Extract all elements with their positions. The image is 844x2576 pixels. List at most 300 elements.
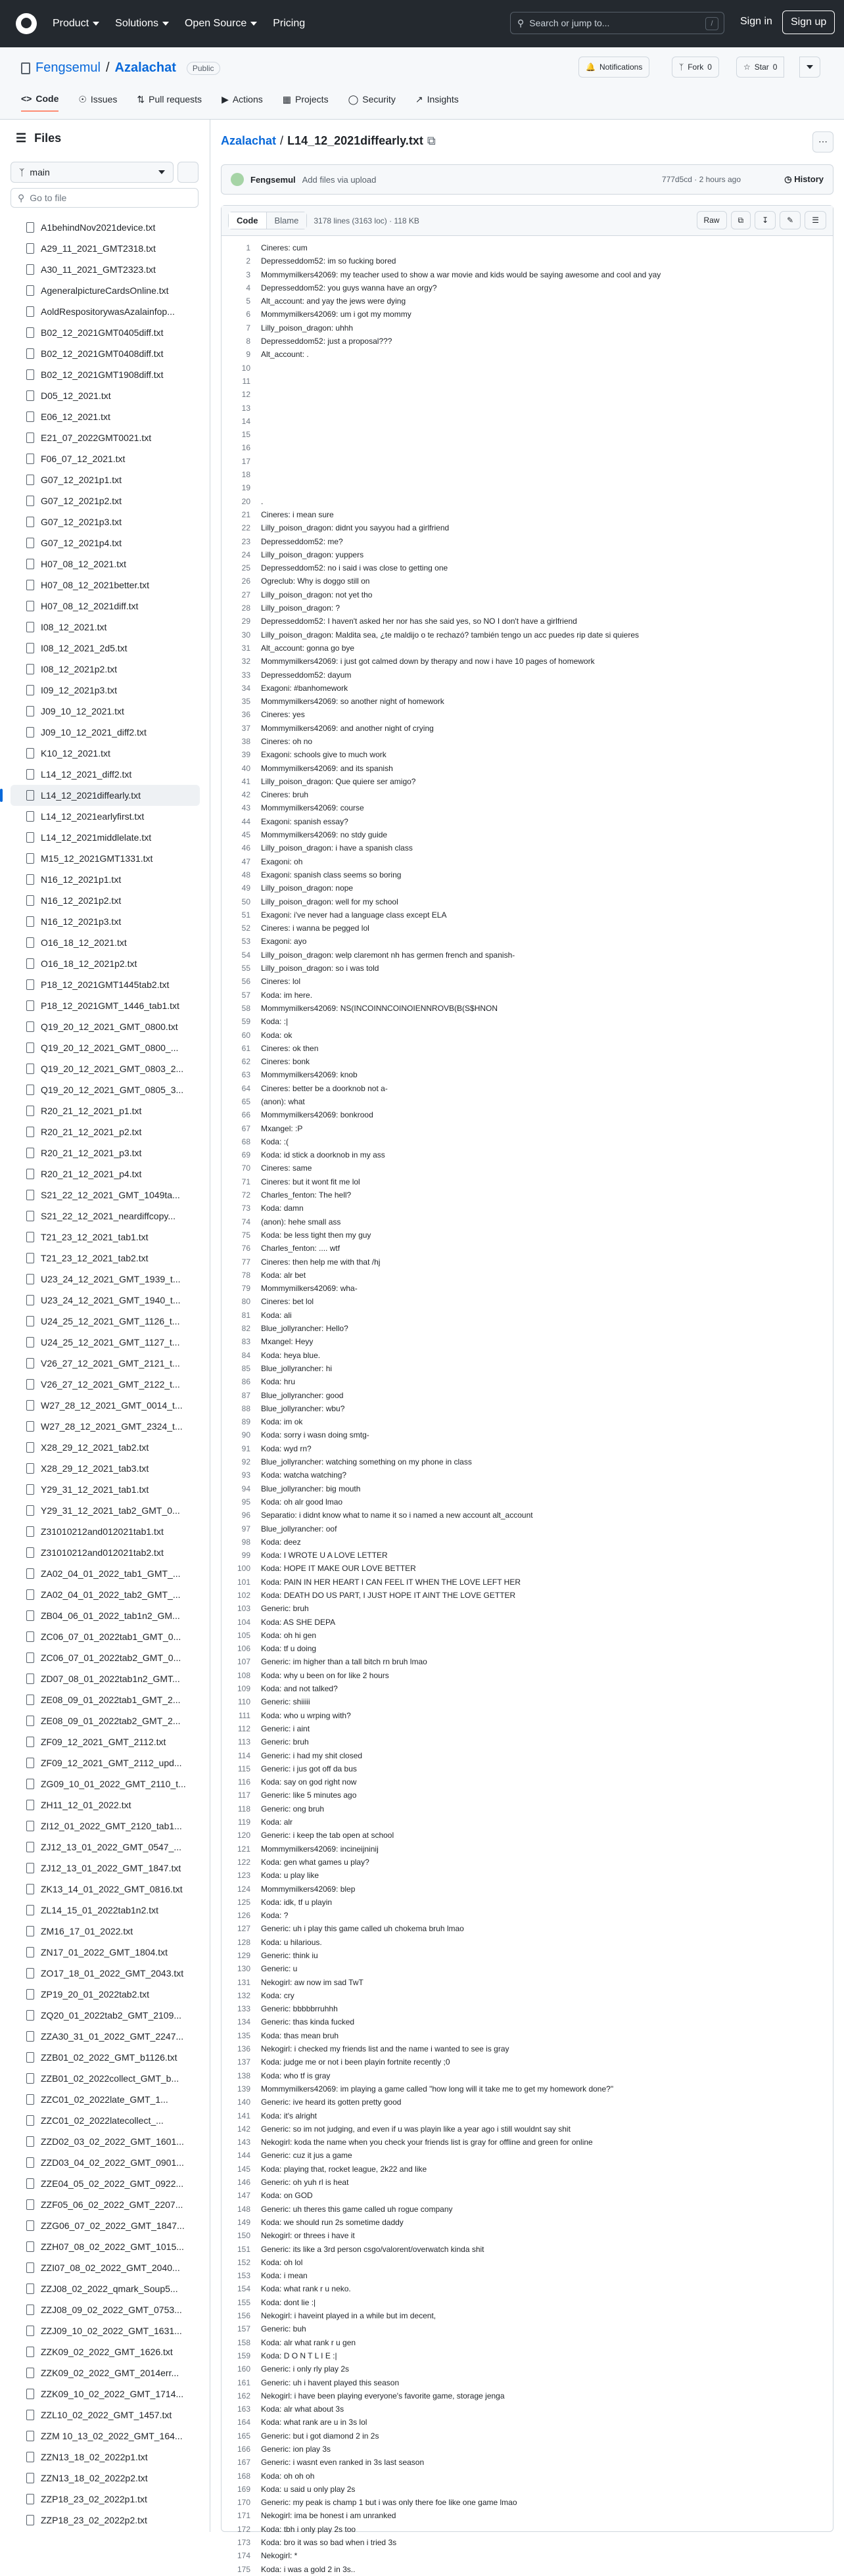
tab-code[interactable] [21,87,59,112]
line-number[interactable]: 78 [241,1270,250,1280]
line-number[interactable]: 124 [237,1884,250,1894]
line-number[interactable]: 121 [237,1844,250,1854]
line-number[interactable]: 61 [241,1043,250,1053]
blame-view-button[interactable]: Blame [267,212,307,229]
search-files-button[interactable] [177,162,199,183]
line-number[interactable]: 87 [241,1390,250,1400]
line-number[interactable]: 109 [237,1684,250,1694]
line-number[interactable]: 97 [241,1524,250,1534]
github-logo-icon[interactable] [16,13,37,34]
line-number[interactable]: 144 [237,2151,250,2161]
tab-security[interactable] [348,87,396,112]
file-item[interactable] [11,343,200,364]
file-item[interactable] [11,1837,200,1858]
line-number[interactable]: 125 [237,1897,250,1907]
file-item[interactable] [11,1647,200,1668]
search-input[interactable] [510,12,724,34]
line-number[interactable]: 23 [241,536,250,546]
line-number[interactable]: 173 [237,2538,250,2548]
line-number[interactable]: 25 [241,563,250,573]
commit-message[interactable]: Add files via upload [302,174,377,185]
line-number[interactable]: 35 [241,697,250,707]
line-number[interactable]: 116 [237,1777,250,1787]
line-number[interactable]: 13 [241,403,250,413]
file-item[interactable] [11,1584,200,1605]
line-number[interactable]: 16 [241,443,250,453]
more-options-button[interactable]: ⋯ [812,131,833,152]
line-number[interactable]: 145 [237,2164,250,2174]
line-number[interactable]: 148 [237,2204,250,2214]
copy-icon[interactable]: ⧉ [427,134,436,147]
line-number[interactable]: 130 [237,1964,250,1974]
nav-product[interactable] [53,18,99,30]
file-item[interactable] [11,322,200,343]
line-number[interactable]: 53 [241,937,250,947]
history-button[interactable] [784,174,824,185]
line-number[interactable]: 135 [237,2030,250,2040]
file-item[interactable] [11,2215,200,2236]
line-number[interactable]: 12 [241,390,250,400]
line-number[interactable]: 104 [237,1617,250,1627]
file-item[interactable] [11,1416,200,1437]
line-number[interactable]: 9 [246,350,250,360]
file-item[interactable] [11,659,200,680]
line-number[interactable]: 149 [237,2217,250,2227]
file-item[interactable] [11,2447,200,2468]
line-number[interactable]: 85 [241,1363,250,1373]
line-number[interactable]: 62 [241,1057,250,1067]
file-item[interactable] [11,1290,200,1311]
file-item[interactable] [11,1037,200,1058]
line-number[interactable]: 102 [237,1590,250,1600]
file-item[interactable] [11,1773,200,1794]
line-number[interactable]: 67 [241,1123,250,1133]
line-number[interactable]: 169 [237,2484,250,2494]
go-to-file-input[interactable] [11,188,199,208]
file-item[interactable] [11,1794,200,1815]
line-number[interactable]: 30 [241,630,250,640]
line-number[interactable]: 174 [237,2551,250,2561]
line-number[interactable]: 59 [241,1017,250,1027]
line-number[interactable]: 112 [237,1723,250,1733]
line-number[interactable]: 157 [237,2324,250,2334]
file-item[interactable] [11,806,200,827]
line-number[interactable]: 126 [237,1911,250,1921]
file-item[interactable] [11,743,200,764]
file-item[interactable] [11,364,200,385]
line-number[interactable]: 119 [237,1817,250,1827]
line-number[interactable]: 22 [241,523,250,533]
file-item[interactable] [11,1374,200,1395]
file-item[interactable] [11,680,200,701]
file-item[interactable] [11,1184,200,1206]
line-number[interactable]: 127 [237,1924,250,1934]
line-number[interactable]: 70 [241,1163,250,1173]
file-item[interactable] [11,2257,200,2278]
raw-button[interactable]: Raw [697,211,727,229]
file-item[interactable] [11,301,200,322]
line-number[interactable]: 55 [241,964,250,973]
nav-open-source[interactable] [185,18,257,30]
line-number[interactable]: 166 [237,2444,250,2454]
file-item[interactable] [11,1227,200,1248]
file-item[interactable] [11,1710,200,1731]
file-item[interactable] [11,2005,200,2026]
file-item[interactable] [11,2404,200,2425]
line-number[interactable]: 66 [241,1110,250,1120]
file-item[interactable] [11,2047,200,2068]
file-item[interactable] [11,1731,200,1752]
file-item[interactable] [11,1521,200,1542]
file-item[interactable] [11,2026,200,2047]
line-number[interactable]: 134 [237,2017,250,2027]
line-number[interactable]: 88 [241,1403,250,1413]
file-item[interactable] [11,2236,200,2257]
line-number[interactable]: 164 [237,2418,250,2427]
line-number[interactable]: 156 [237,2311,250,2321]
line-number[interactable]: 118 [237,1804,250,1814]
line-number[interactable]: 72 [241,1190,250,1200]
line-number[interactable]: 65 [241,1097,250,1106]
line-number[interactable]: 47 [241,856,250,866]
line-number[interactable]: 94 [241,1484,250,1493]
line-number[interactable]: 120 [237,1831,250,1840]
line-number[interactable]: 24 [241,550,250,559]
line-number[interactable]: 101 [237,1577,250,1587]
line-number[interactable]: 159 [237,2351,250,2360]
code-view-button[interactable]: Code [229,212,267,229]
line-number[interactable]: 52 [241,924,250,933]
file-item[interactable] [11,532,200,553]
line-number[interactable]: 50 [241,897,250,906]
file-item[interactable] [11,1542,200,1563]
line-number[interactable]: 43 [241,803,250,813]
line-number[interactable]: 73 [241,1204,250,1213]
line-number[interactable]: 155 [237,2297,250,2307]
file-item[interactable] [11,785,200,806]
file-item[interactable] [11,1206,200,1227]
commit-author[interactable]: Fengsemul [250,174,296,185]
line-number[interactable]: 114 [237,1750,250,1760]
line-number[interactable]: 29 [241,617,250,626]
file-item[interactable] [11,1942,200,1963]
star-button[interactable] [736,57,784,78]
file-item[interactable] [11,1626,200,1647]
line-number[interactable]: 154 [237,2284,250,2294]
line-number[interactable]: 5 [246,296,250,306]
line-number[interactable]: 79 [241,1284,250,1294]
sidebar-collapse-icon[interactable]: ☰ [16,131,27,145]
line-number[interactable]: 60 [241,1030,250,1040]
sign-up-button[interactable]: Sign up [782,11,835,34]
file-item[interactable] [11,1079,200,1100]
file-item[interactable] [11,1058,200,1079]
file-item[interactable] [11,1269,200,1290]
avatar[interactable] [231,173,244,186]
file-item[interactable] [11,1689,200,1710]
line-number[interactable]: 38 [241,736,250,746]
line-number[interactable]: 48 [241,870,250,879]
file-item[interactable] [11,911,200,932]
nav-solutions[interactable] [115,18,169,30]
file-item[interactable] [11,217,200,238]
line-number[interactable]: 108 [237,1670,250,1680]
line-number[interactable]: 133 [237,2004,250,2014]
line-number[interactable]: 151 [237,2244,250,2254]
line-number[interactable]: 137 [237,2057,250,2067]
line-number[interactable]: 122 [237,1857,250,1867]
line-number[interactable]: 82 [241,1324,250,1334]
line-number[interactable]: 150 [237,2231,250,2241]
line-number[interactable]: 160 [237,2364,250,2374]
line-number[interactable]: 83 [241,1337,250,1347]
file-item[interactable] [11,2131,200,2152]
file-item[interactable] [11,1605,200,1626]
line-number[interactable]: 152 [237,2257,250,2267]
file-item[interactable] [11,764,200,785]
line-number[interactable]: 162 [237,2391,250,2400]
file-item[interactable] [11,1332,200,1353]
commit-sha-time[interactable]: 777d5cd · 2 hours ago [661,175,741,184]
file-item[interactable] [11,596,200,617]
line-number[interactable]: 56 [241,977,250,987]
symbols-icon[interactable]: ☰ [805,211,826,229]
line-number[interactable]: 36 [241,710,250,720]
file-item[interactable] [11,1142,200,1163]
star-dropdown-button[interactable] [799,57,820,78]
line-number[interactable]: 8 [246,337,250,346]
download-icon[interactable]: ↧ [755,211,776,229]
line-number[interactable]: 15 [241,430,250,440]
line-number[interactable]: 39 [241,750,250,760]
line-number[interactable]: 170 [237,2498,250,2508]
file-item[interactable] [11,848,200,869]
line-number[interactable]: 86 [241,1377,250,1387]
notifications-button[interactable] [578,57,649,78]
line-number[interactable]: 1 [246,243,250,252]
file-item[interactable] [11,1500,200,1521]
line-number[interactable]: 115 [237,1764,250,1773]
file-item[interactable] [11,2278,200,2299]
tab-actions[interactable] [222,87,263,112]
line-number[interactable]: 89 [241,1417,250,1427]
file-item[interactable] [11,2362,200,2383]
line-number[interactable]: 7 [246,323,250,333]
line-number[interactable]: 44 [241,816,250,826]
line-number[interactable]: 136 [237,2044,250,2054]
line-number[interactable]: 111 [238,1710,250,1720]
line-number[interactable]: 45 [241,830,250,840]
file-item[interactable] [11,1984,200,2005]
line-number[interactable]: 69 [241,1150,250,1160]
file-item[interactable] [11,1121,200,1142]
file-item[interactable] [11,259,200,280]
file-item[interactable] [11,1016,200,1037]
edit-icon[interactable]: ✎ [780,211,801,229]
line-number[interactable]: 92 [241,1457,250,1467]
file-item[interactable] [11,701,200,722]
file-item[interactable] [11,2173,200,2194]
line-number[interactable]: 64 [241,1083,250,1093]
line-number[interactable]: 27 [241,590,250,599]
line-number[interactable]: 40 [241,763,250,773]
file-item[interactable] [11,1858,200,1879]
line-number[interactable]: 165 [237,2431,250,2441]
file-item[interactable] [11,2468,200,2489]
tab-pull-requests[interactable] [137,87,202,112]
file-item[interactable] [11,617,200,638]
line-number[interactable]: 37 [241,723,250,733]
file-item[interactable] [11,1395,200,1416]
file-item[interactable] [11,1163,200,1184]
file-item[interactable] [11,406,200,427]
line-number[interactable]: 129 [237,1951,250,1960]
line-number[interactable]: 3 [246,269,250,279]
line-number[interactable]: 113 [237,1737,250,1747]
line-number[interactable]: 80 [241,1297,250,1307]
tab-insights[interactable] [415,87,459,112]
file-item[interactable] [11,2194,200,2215]
line-number[interactable]: 31 [241,643,250,653]
file-item[interactable] [11,490,200,511]
file-item[interactable] [11,2068,200,2089]
file-item[interactable] [11,2299,200,2320]
file-item[interactable] [11,1311,200,1332]
file-item[interactable] [11,238,200,259]
file-item[interactable] [11,1437,200,1458]
tab-issues[interactable] [78,87,117,112]
file-item[interactable] [11,2489,200,2510]
file-item[interactable] [11,385,200,406]
file-item[interactable] [11,2510,200,2531]
line-number[interactable]: 68 [241,1136,250,1146]
line-number[interactable]: 161 [237,2377,250,2387]
file-item[interactable] [11,280,200,301]
line-number[interactable]: 54 [241,950,250,960]
line-number[interactable]: 128 [237,1937,250,1947]
file-item[interactable] [11,2383,200,2404]
line-number[interactable]: 100 [237,1564,250,1574]
line-number[interactable]: 147 [237,2191,250,2201]
file-item[interactable] [11,574,200,596]
sign-in-link[interactable]: Sign in [740,16,772,27]
line-number[interactable]: 163 [237,2404,250,2414]
line-number[interactable]: 90 [241,1430,250,1440]
file-item[interactable] [11,1563,200,1584]
line-number[interactable]: 138 [237,2071,250,2080]
line-number[interactable]: 93 [241,1470,250,1480]
file-item[interactable] [11,890,200,911]
line-number[interactable]: 2 [246,256,250,266]
file-item[interactable] [11,2425,200,2447]
line-number[interactable]: 33 [241,670,250,680]
file-item[interactable] [11,1900,200,1921]
repo-name-link[interactable]: Azalachat [114,60,176,75]
line-number[interactable]: 4 [246,283,250,293]
file-item[interactable] [11,974,200,995]
fork-button[interactable] [672,57,719,78]
line-number[interactable]: 21 [241,509,250,519]
line-number[interactable]: 10 [241,363,250,373]
line-number[interactable]: 91 [241,1443,250,1453]
file-item[interactable] [11,2089,200,2110]
line-number[interactable]: 141 [237,2111,250,2120]
line-number[interactable]: 158 [237,2337,250,2347]
line-number[interactable]: 17 [241,456,250,466]
line-number[interactable]: 171 [237,2511,250,2521]
line-number[interactable]: 19 [241,483,250,493]
file-item[interactable] [11,1815,200,1837]
file-item[interactable] [11,827,200,848]
line-number[interactable]: 58 [241,1003,250,1013]
line-number[interactable]: 139 [237,2084,250,2094]
file-item[interactable] [11,932,200,953]
branch-selector[interactable] [11,162,174,183]
repo-owner-link[interactable]: Fengsemul [35,60,101,75]
line-number[interactable]: 32 [241,657,250,667]
line-number[interactable]: 6 [246,310,250,319]
line-number[interactable]: 105 [237,1630,250,1640]
copy-raw-icon[interactable]: ⧉ [731,211,751,229]
line-number[interactable]: 77 [241,1257,250,1267]
file-item[interactable] [11,427,200,448]
line-number[interactable]: 96 [241,1510,250,1520]
file-item[interactable] [11,2110,200,2131]
line-number[interactable]: 168 [237,2471,250,2481]
line-number[interactable]: 63 [241,1070,250,1080]
line-number[interactable]: 28 [241,603,250,613]
line-number[interactable]: 75 [241,1230,250,1240]
line-number[interactable]: 74 [241,1217,250,1227]
line-number[interactable]: 81 [241,1310,250,1320]
file-item[interactable] [11,1353,200,1374]
line-number[interactable]: 110 [237,1697,250,1707]
file-item[interactable] [11,511,200,532]
line-number[interactable]: 42 [241,790,250,800]
line-number[interactable]: 172 [237,2524,250,2534]
file-item[interactable] [11,722,200,743]
file-item[interactable] [11,448,200,469]
line-number[interactable]: 41 [241,776,250,786]
file-item[interactable] [11,953,200,974]
tab-projects[interactable] [283,87,329,112]
line-number[interactable]: 99 [241,1551,250,1560]
line-number[interactable]: 84 [241,1350,250,1360]
line-number[interactable]: 18 [241,470,250,480]
line-number[interactable]: 103 [237,1604,250,1614]
line-number[interactable]: 71 [241,1177,250,1186]
line-number[interactable]: 140 [237,2097,250,2107]
file-item[interactable] [11,1752,200,1773]
line-number[interactable]: 142 [237,2124,250,2134]
file-item[interactable] [11,2341,200,2362]
file-item[interactable] [11,1921,200,1942]
file-item[interactable] [11,2320,200,2341]
file-item[interactable] [11,1458,200,1479]
line-number[interactable]: 76 [241,1244,250,1253]
line-number[interactable]: 51 [241,910,250,920]
file-item[interactable] [11,1963,200,1984]
file-item[interactable] [11,638,200,659]
file-item[interactable] [11,1479,200,1500]
file-item[interactable] [11,2152,200,2173]
line-number[interactable]: 26 [241,576,250,586]
file-item[interactable] [11,995,200,1016]
line-number[interactable]: 143 [237,2138,250,2147]
file-item[interactable] [11,1879,200,1900]
line-number[interactable]: 34 [241,683,250,693]
line-number[interactable]: 57 [241,990,250,1000]
